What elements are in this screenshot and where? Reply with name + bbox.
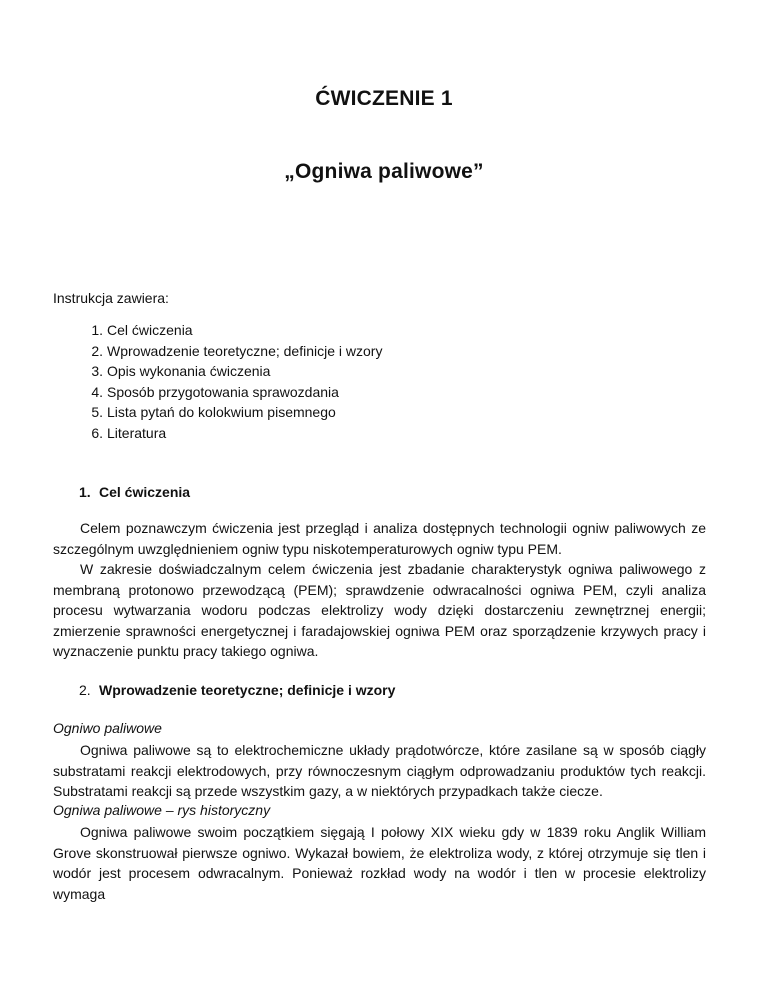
toc-item [89, 423, 382, 444]
toc-item-text: Literatura [107, 424, 167, 441]
intro-text: Instrukcja zawiera: [53, 290, 169, 306]
toc-item-number: 4. [91, 383, 103, 400]
section-title: Cel ćwiczenia [99, 484, 191, 500]
section-heading-2 [79, 682, 395, 698]
toc-item-number: 3. [91, 363, 103, 380]
paragraph: Celem poznawczym ćwiczenia jest przegląd i analiza dostępnych technologii ogniw paliwowych ze szczególnym uwzględnieniem ogniw typu niskotemperaturowych ogniw typu PEM. [53, 520, 706, 557]
subheading: Ogniwa paliwowe – rys historyczny [53, 802, 271, 818]
section-number: 1. [79, 484, 91, 500]
subheading: Ogniwo paliwowe [53, 720, 162, 736]
toc-item-text: Sposób przygotowania sprawozdania [107, 383, 339, 400]
toc-item [89, 382, 382, 403]
paragraph: Ogniwa paliwowe swoim początkiem sięgają I połowy XIX wieku gdy w 1839 roku Anglik William Grove skonstruował pierwsze ogniwo. Wykazał bowiem, że elektroliza wody, z której otrzymuje się tlen i wodór jest procesem odwracalnym. Ponieważ rozkład wody na wodór i tlen w procesie elektrolizy wymaga [53, 824, 706, 902]
toc-item-text: Opis wykonania ćwiczenia [107, 363, 271, 380]
toc-item [89, 361, 382, 382]
toc-item-text: Lista pytań do kolokwium pisemnego [107, 404, 336, 421]
toc-item-number: 1. [91, 322, 103, 338]
toc-item [89, 402, 382, 423]
toc-item-text: Cel ćwiczenia [107, 322, 193, 338]
toc-item-text: Wprowadzenie teoretyczne; definicje i wzory [107, 342, 383, 359]
table-of-contents [89, 320, 382, 444]
section-title: Wprowadzenie teoretyczne; definicje i wzory [99, 682, 396, 698]
document-subtitle: „Ogniwa paliwowe” [284, 160, 484, 183]
toc-item-number: 5. [91, 404, 103, 421]
paragraph: W zakresie doświadczalnym celem ćwiczenia jest zbadanie charakterystyk ogniwa paliwowego z membraną protonowo przewodzącą (PEM); sprawdzenie odwracalności ogniwa PEM, czyli analiza procesu wytwarzania wodoru podczas elektrolizy wody dzięki dostarczeniu zewnętrznej energii; zmierzenie sprawności energetycznej i faradajowskiej ogniwa PEM oraz sporządzenie krzywych pracy i wyznaczenie punktu pracy takiego ogniwa. [53, 561, 706, 659]
paragraph: Ogniwa paliwowe są to elektrochemiczne układy prądotwórcze, które zasilane są w sposób ciągły substratami reakcji elektrodowych, przy równoczesnym ciągłym odprowadzaniu produktów tych reakcji. Substratami reakcji są przede wszystkim gazy, a w niektórych przypadkach także ciecze. [53, 742, 706, 799]
section-number: 2. [79, 682, 91, 698]
toc-item [89, 341, 382, 362]
document-title: ĆWICZENIE 1 [315, 87, 453, 110]
toc-item [89, 320, 382, 341]
toc-item-number: 2. [91, 342, 103, 359]
toc-item-number: 6. [91, 424, 103, 441]
section-heading-1 [79, 484, 190, 500]
